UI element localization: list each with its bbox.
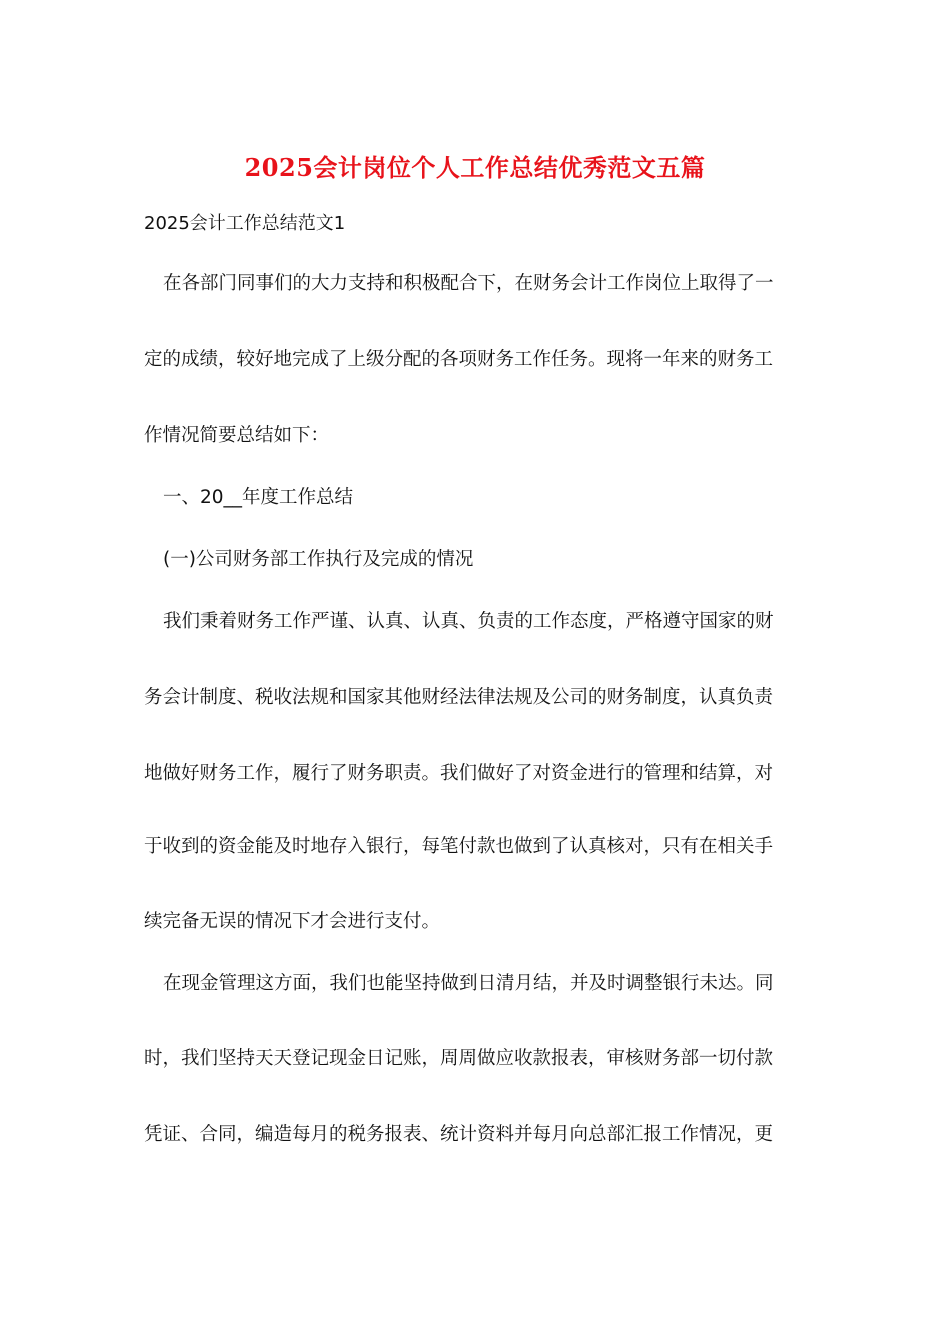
paragraph-line: 在现金管理这方面，我们也能坚持做到日清月结，并及时调整银行未达。同	[163, 973, 774, 994]
section-heading: 一、20__年度工作总结	[163, 487, 354, 508]
paragraph-line: 于收到的资金能及时地存入银行，每笔付款也做到了认真核对，只有在相关手	[144, 836, 774, 857]
paragraph-line: 务会计制度、税收法规和国家其他财经法律法规及公司的财务制度，认真负责	[144, 687, 774, 708]
subsection-heading: (一)公司财务部工作执行及完成的情况	[163, 549, 474, 570]
paragraph-line: 作情况简要总结如下：	[144, 425, 330, 446]
section-subtitle: 2025会计工作总结范文1	[144, 213, 346, 234]
paragraph-line: 地做好财务工作，履行了财务职责。我们做好了对资金进行的管理和结算，对	[144, 763, 774, 784]
paragraph-line: 在各部门同事们的大力支持和积极配合下，在财务会计工作岗位上取得了一	[163, 273, 774, 294]
paragraph-line: 定的成绩，较好地完成了上级分配的各项财务工作任务。现将一年来的财务工	[144, 349, 774, 370]
paragraph-line: 续完备无误的情况下才会进行支付。	[144, 911, 441, 932]
paragraph-line: 时，我们坚持天天登记现金日记账，周周做应收款报表，审核财务部一切付款	[144, 1048, 774, 1069]
paragraph-line: 我们秉着财务工作严谨、认真、认真、负责的工作态度，严格遵守国家的财	[163, 611, 774, 632]
paragraph-line: 凭证、合同，编造每月的税务报表、统计资料并每月向总部汇报工作情况，更	[144, 1124, 774, 1145]
document-title: 2025会计岗位个人工作总结优秀范文五篇	[244, 153, 706, 182]
